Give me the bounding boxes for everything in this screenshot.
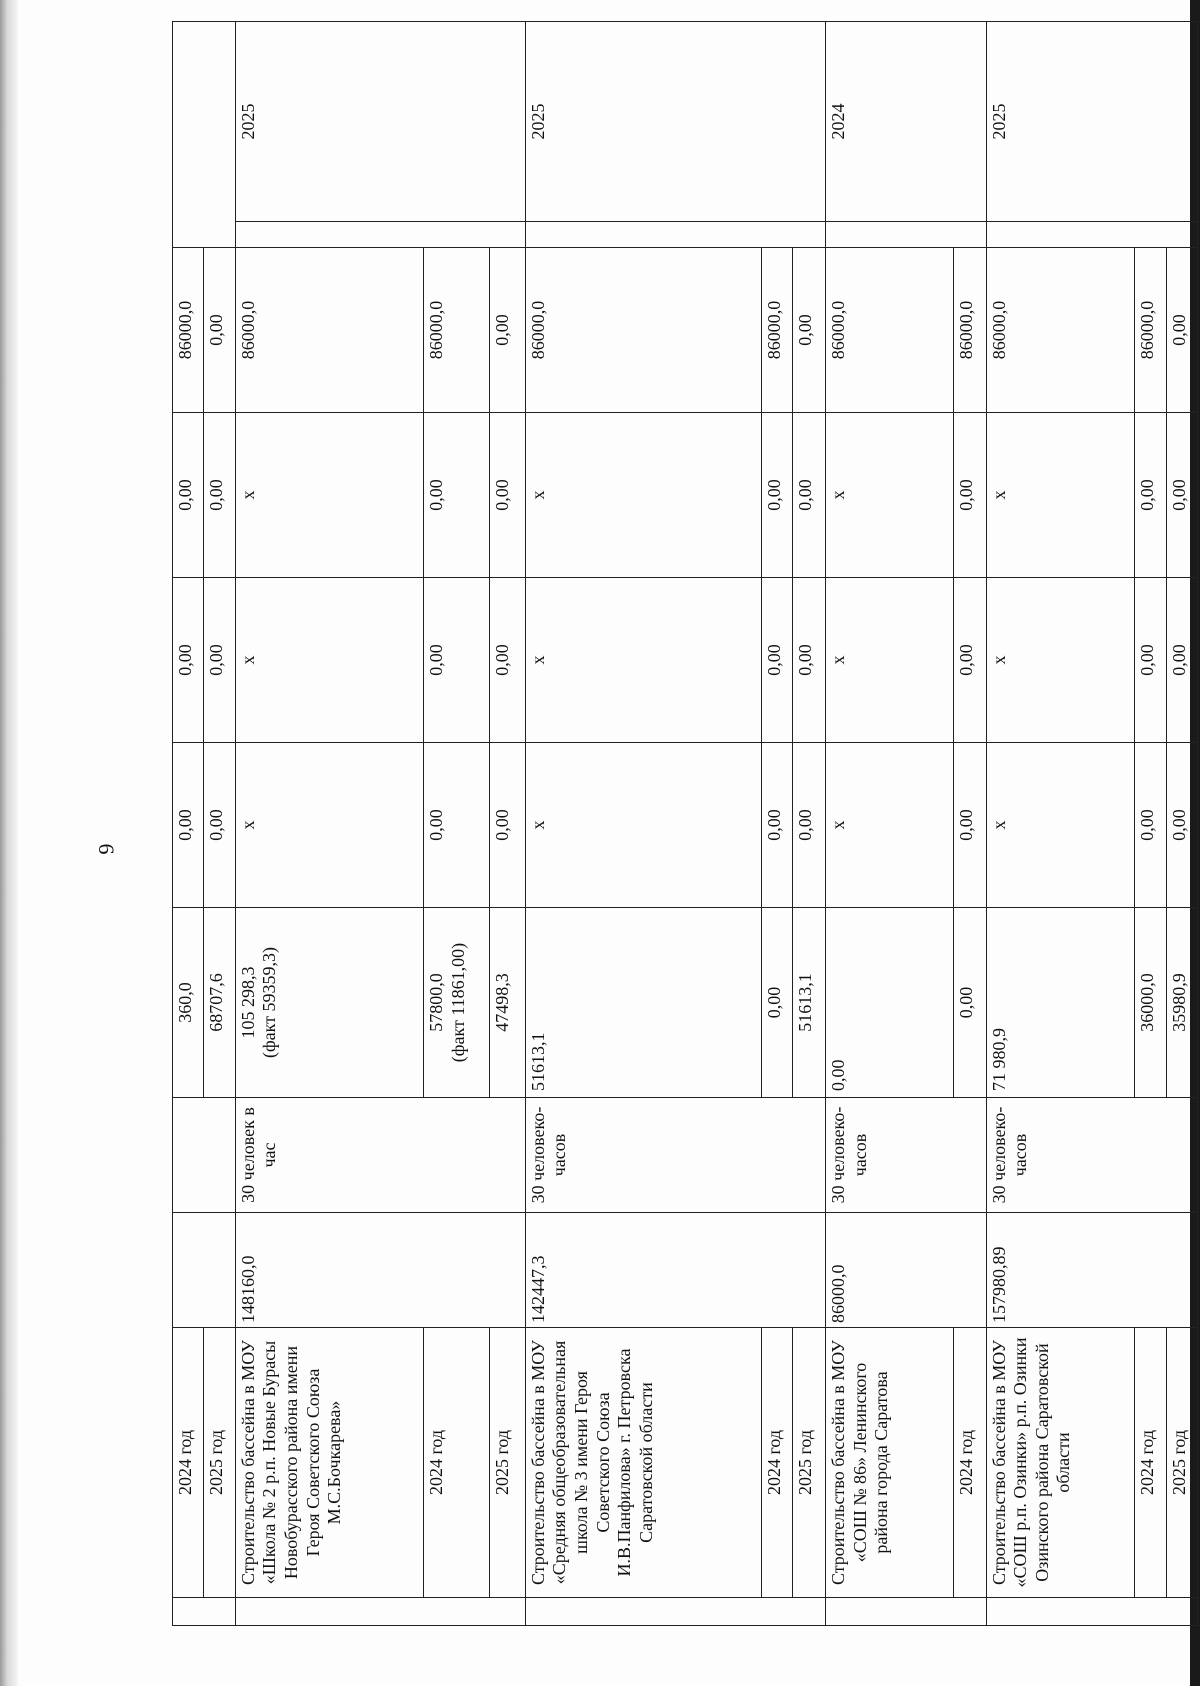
table-row bbox=[1135, 22, 1166, 1626]
table-cell bbox=[525, 1598, 825, 1626]
table-cell bbox=[986, 222, 1197, 248]
table-cell: 142447,3 bbox=[525, 1213, 825, 1328]
table-cell: 2024 год bbox=[1135, 1328, 1166, 1598]
table-cell bbox=[235, 1598, 525, 1626]
table-cell: 0,00 bbox=[793, 578, 826, 743]
table-cell: 0,00 bbox=[490, 743, 525, 908]
table-cell bbox=[173, 1598, 236, 1626]
table-cell: 2024 год bbox=[761, 1328, 792, 1598]
table-cell: 148160,0 bbox=[235, 1213, 525, 1328]
table-cell: Строительство бассейна в МОУ «Школа № 2 р.п. Новые Бурасы Новобурасского района имени Героя Советского Союза М.С.Бочкарева» bbox=[235, 1328, 424, 1598]
table-cell: 86000,0 bbox=[953, 248, 986, 413]
table-row bbox=[1166, 22, 1197, 1626]
table-cell: х bbox=[525, 578, 761, 743]
page-number: 6 bbox=[94, 843, 119, 855]
table-cell: 2024 bbox=[826, 22, 986, 222]
table-cell: 51613,1 bbox=[793, 908, 826, 1098]
table-cell: 0,00 bbox=[1135, 743, 1166, 908]
table-row bbox=[204, 22, 235, 1626]
table-cell: 0,00 bbox=[173, 743, 204, 908]
table-cell: 30 человек в час bbox=[235, 1098, 525, 1213]
table-cell: 2025 год bbox=[490, 1328, 525, 1598]
table-cell: х bbox=[235, 578, 424, 743]
table-cell: 86000,0 bbox=[826, 248, 953, 413]
table-cell: 360,0 bbox=[173, 908, 204, 1098]
table-cell: 30 человеко-часов bbox=[525, 1098, 825, 1213]
table-cell: Строительство бассейна в МОУ «Средняя общеобразовательная школа № 3 имени Героя Советского Союза И.В.Панфилова» г. Петровска Саратовской области bbox=[525, 1328, 761, 1598]
table-row bbox=[424, 22, 490, 1626]
cell-line: (факт 59359,3) bbox=[259, 947, 280, 1059]
table-cell: 51613,1 bbox=[525, 908, 761, 1098]
cell-line: (факт 11861,00) bbox=[448, 942, 469, 1063]
table-cell: 86000,0 bbox=[986, 248, 1135, 413]
table-row bbox=[490, 22, 525, 1626]
construction-table bbox=[172, 21, 1198, 1626]
table-cell: х bbox=[986, 413, 1135, 578]
cell-line: 57800,0 bbox=[426, 973, 447, 1032]
table-cell: 2025 год bbox=[204, 1328, 235, 1598]
table-cell: 86000,0 bbox=[761, 248, 792, 413]
table-cell: 0,00 bbox=[761, 908, 792, 1098]
table-cell: 0,00 bbox=[173, 578, 204, 743]
cell-line: 105 298,3 bbox=[237, 966, 258, 1039]
table-cell: Строительство бассейна в МОУ «СОШ № 86» Ленинского района города Саратова bbox=[826, 1328, 953, 1598]
table-row bbox=[235, 22, 424, 1626]
table-cell: 0,00 bbox=[1166, 578, 1197, 743]
table-cell: 2025 bbox=[986, 22, 1197, 222]
table-cell: х bbox=[525, 743, 761, 908]
table-cell: 0,00 bbox=[953, 578, 986, 743]
table-cell bbox=[826, 1598, 986, 1626]
table-cell: 0,00 bbox=[953, 413, 986, 578]
table-cell: 0,00 bbox=[424, 578, 490, 743]
table-row bbox=[525, 22, 761, 1626]
table-cell: 0,00 bbox=[1166, 248, 1197, 413]
table-cell: 2025 bbox=[235, 22, 525, 222]
table-cell: 0,00 bbox=[204, 248, 235, 413]
table-cell: 157980,89 bbox=[986, 1213, 1197, 1328]
table-cell bbox=[173, 1098, 236, 1213]
table-cell: 0,00 bbox=[424, 743, 490, 908]
table-cell: 2025 bbox=[525, 22, 825, 222]
table-cell: х bbox=[986, 743, 1135, 908]
table-cell bbox=[986, 1598, 1197, 1626]
table-cell: 0,00 bbox=[953, 743, 986, 908]
table-cell: 68707,6 bbox=[204, 908, 235, 1098]
table-row bbox=[761, 22, 792, 1626]
table-cell: х bbox=[235, 413, 424, 578]
table-cell: 0,00 bbox=[1135, 413, 1166, 578]
table-cell: 0,00 bbox=[826, 908, 953, 1098]
table-cell: х bbox=[235, 743, 424, 908]
table-cell: 30 человеко-часов bbox=[986, 1098, 1197, 1213]
table-cell: 86000,0 bbox=[525, 248, 761, 413]
table-cell bbox=[235, 222, 525, 248]
table-cell: х bbox=[826, 743, 953, 908]
table-cell: 0,00 bbox=[1166, 743, 1197, 908]
table-cell: 86000,0 bbox=[424, 248, 490, 413]
table-cell: 0,00 bbox=[490, 248, 525, 413]
table-cell: 0,00 bbox=[424, 413, 490, 578]
table-cell: 0,00 bbox=[793, 413, 826, 578]
table-cell: 0,00 bbox=[490, 413, 525, 578]
table-cell: 0,00 bbox=[1166, 413, 1197, 578]
table-row bbox=[953, 22, 986, 1626]
table-cell: 0,00 bbox=[204, 743, 235, 908]
table-cell bbox=[173, 22, 236, 248]
table-cell: Строительство бассейна в МОУ «СОШ р.п. Озинки» р.п. Озинки Озинского района Саратовской области bbox=[986, 1328, 1135, 1598]
table-cell: 0,00 bbox=[953, 908, 986, 1098]
table-cell: 0,00 bbox=[173, 413, 204, 578]
table-cell: 71 980,9 bbox=[986, 908, 1135, 1098]
table-row bbox=[793, 22, 826, 1626]
table-cell: 2024 год bbox=[173, 1328, 204, 1598]
table-cell: 47498,3 bbox=[490, 908, 525, 1098]
table-row bbox=[826, 22, 953, 1626]
table-cell: 30 человеко-часов bbox=[826, 1098, 986, 1213]
table-cell bbox=[235, 908, 424, 1098]
table-cell: 0,00 bbox=[793, 248, 826, 413]
table-cell: 0,00 bbox=[490, 578, 525, 743]
table-cell: 0,00 bbox=[1135, 578, 1166, 743]
table-row bbox=[173, 22, 204, 1626]
table-cell bbox=[525, 222, 825, 248]
table-cell: 0,00 bbox=[761, 578, 792, 743]
table-cell bbox=[826, 222, 986, 248]
table-cell: 35980,9 bbox=[1166, 908, 1197, 1098]
table-cell: 0,00 bbox=[761, 413, 792, 578]
table-row bbox=[986, 22, 1135, 1626]
table-cell: 2024 год bbox=[424, 1328, 490, 1598]
scan-edge-shadow bbox=[0, 0, 18, 1686]
table-cell: 86000,0 bbox=[826, 1213, 986, 1328]
table-cell: 36000,0 bbox=[1135, 908, 1166, 1098]
table-cell bbox=[173, 1213, 236, 1328]
table-cell: 2025 год bbox=[793, 1328, 826, 1598]
table-cell: 86000,0 bbox=[173, 248, 204, 413]
table-cell: х bbox=[826, 578, 953, 743]
table-cell: х bbox=[525, 413, 761, 578]
table-cell: 0,00 bbox=[204, 413, 235, 578]
table-cell: 2024 год bbox=[953, 1328, 986, 1598]
rotated-page-content bbox=[172, 22, 1198, 1626]
table-cell: 2025 год bbox=[1166, 1328, 1197, 1598]
table-cell: 0,00 bbox=[761, 743, 792, 908]
table-cell: 86000,0 bbox=[1135, 248, 1166, 413]
table-cell: 0,00 bbox=[793, 743, 826, 908]
table-cell: х bbox=[986, 578, 1135, 743]
table-cell: 0,00 bbox=[204, 578, 235, 743]
table-cell bbox=[424, 908, 490, 1098]
table-cell: 86000,0 bbox=[235, 248, 424, 413]
table-cell: х bbox=[826, 413, 953, 578]
